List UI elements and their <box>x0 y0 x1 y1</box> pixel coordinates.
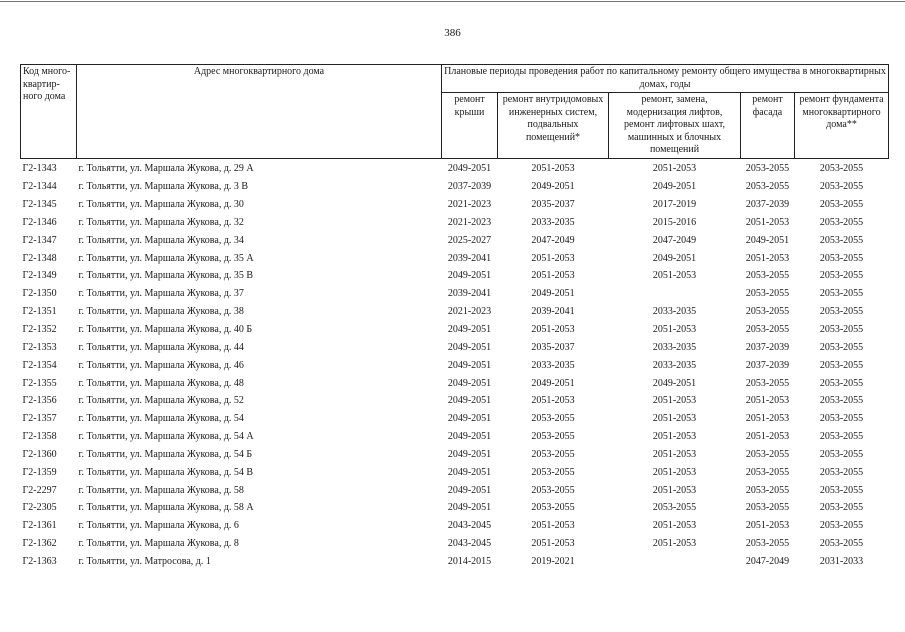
cell-facade: 2047-2049 <box>745 555 790 567</box>
page-number: 386 <box>444 27 461 39</box>
cell-elevators: 2053-2055 <box>652 502 697 514</box>
table-row <box>21 214 889 232</box>
cell-foundation: 2031-2033 <box>819 555 864 567</box>
cell-foundation: 2053-2055 <box>819 502 864 514</box>
cell-address: г. Тольятти, ул. Маршала Жукова, д. 54 <box>78 413 244 425</box>
cell-roof: 2049-2051 <box>447 448 492 460</box>
cell-code: Г2-1344 <box>22 181 57 193</box>
cell-foundation: 2053-2055 <box>819 466 864 478</box>
cell-code: Г2-1362 <box>22 538 57 550</box>
header-facade: ремонт фасада <box>741 93 795 159</box>
header-foundation: ремонт фундамента многоквартирного дома** <box>795 93 889 159</box>
cell-facade: 2053-2055 <box>745 538 790 550</box>
cell-facade: 2053-2055 <box>745 163 790 175</box>
cell-facade: 2051-2053 <box>745 413 790 425</box>
table-row <box>21 374 889 392</box>
cell-elevators: 2049-2051 <box>652 377 697 389</box>
header-code: Код много-квартир-ного дома <box>21 65 77 159</box>
cell-engineering: 2053-2055 <box>531 466 575 478</box>
cell-roof: 2043-2045 <box>447 538 492 550</box>
cell-facade: 2037-2039 <box>745 199 790 211</box>
cell-address: г. Тольятти, ул. Маршала Жукова, д. 54 В <box>78 466 254 478</box>
table-row <box>21 196 889 214</box>
cell-roof: 2049-2051 <box>447 413 492 425</box>
cell-foundation: 2053-2055 <box>819 520 864 532</box>
cell-engineering: 2053-2055 <box>531 448 575 460</box>
cell-elevators: 2051-2053 <box>652 395 697 407</box>
cell-foundation: 2053-2055 <box>819 163 864 175</box>
cell-engineering: 2053-2055 <box>531 413 575 425</box>
cell-foundation: 2053-2055 <box>819 413 864 425</box>
cell-engineering: 2051-2053 <box>531 252 575 264</box>
cell-facade: 2053-2055 <box>745 484 790 496</box>
cell-elevators: 2051-2053 <box>652 520 697 532</box>
table-row <box>21 410 889 428</box>
cell-facade: 2053-2055 <box>745 377 790 389</box>
top-rule <box>0 1 905 2</box>
cell-facade: 2051-2053 <box>745 431 790 443</box>
cell-code: Г2-1356 <box>22 395 57 407</box>
header-elevators: ремонт, замена, модернизация лифтов, ремонт лифтовых шахт, машинных и блочных помещений <box>609 93 741 159</box>
cell-code: Г2-1361 <box>22 520 57 532</box>
cell-address: г. Тольятти, ул. Маршала Жукова, д. 30 <box>78 199 244 211</box>
cell-facade: 2053-2055 <box>745 306 790 318</box>
cell-engineering: 2051-2053 <box>531 395 575 407</box>
cell-elevators: 2017-2019 <box>652 199 697 211</box>
table-row <box>21 428 889 446</box>
cell-engineering: 2049-2051 <box>531 181 575 193</box>
cell-foundation: 2053-2055 <box>819 216 864 228</box>
cell-roof: 2049-2051 <box>447 359 492 371</box>
cell-code: Г2-1360 <box>22 448 57 460</box>
table-row <box>21 178 889 196</box>
cell-address: г. Тольятти, ул. Маршала Жукова, д. 32 <box>78 216 244 228</box>
cell-code: Г2-1348 <box>22 252 57 264</box>
cell-address: г. Тольятти, ул. Маршала Жукова, д. 52 <box>78 395 244 407</box>
cell-roof: 2021-2023 <box>447 216 492 228</box>
cell-elevators: 2049-2051 <box>652 181 697 193</box>
cell-code: Г2-1352 <box>22 324 57 336</box>
cell-roof: 2049-2051 <box>447 270 492 282</box>
cell-roof: 2049-2051 <box>447 163 492 175</box>
table-row <box>21 249 889 267</box>
cell-address: г. Тольятти, ул. Матросова, д. 1 <box>78 555 211 567</box>
cell-code: Г2-2305 <box>22 502 57 514</box>
cell-engineering: 2051-2053 <box>531 270 575 282</box>
cell-code: Г2-2297 <box>22 484 57 496</box>
cell-elevators: 2051-2053 <box>652 324 697 336</box>
cell-facade: 2037-2039 <box>745 359 790 371</box>
cell-facade: 2051-2053 <box>745 395 790 407</box>
cell-roof: 2039-2041 <box>447 288 492 300</box>
cell-engineering: 2033-2035 <box>531 216 575 228</box>
cell-address: г. Тольятти, ул. Маршала Жукова, д. 3 В <box>78 181 249 193</box>
table-row <box>21 481 889 499</box>
table-row <box>21 392 889 410</box>
cell-roof: 2049-2051 <box>447 341 492 353</box>
cell-roof: 2049-2051 <box>447 484 492 496</box>
cell-engineering: 2019-2021 <box>531 555 575 567</box>
cell-foundation: 2053-2055 <box>819 234 864 246</box>
cell-address: г. Тольятти, ул. Маршала Жукова, д. 58 А <box>78 502 254 514</box>
table-row <box>21 553 889 571</box>
cell-elevators: 2033-2035 <box>652 306 697 318</box>
table-row <box>21 321 889 339</box>
table-row <box>21 517 889 535</box>
cell-foundation: 2053-2055 <box>819 252 864 264</box>
cell-engineering: 2035-2037 <box>531 199 575 211</box>
cell-facade: 2053-2055 <box>745 502 790 514</box>
table-row <box>21 231 889 249</box>
cell-code: Г2-1343 <box>22 163 57 175</box>
cell-elevators: 2049-2051 <box>652 252 697 264</box>
table-row <box>21 356 889 374</box>
cell-foundation: 2053-2055 <box>819 181 864 193</box>
cell-roof: 2043-2045 <box>447 520 492 532</box>
cell-facade: 2051-2053 <box>745 252 790 264</box>
cell-code: Г2-1357 <box>22 413 57 425</box>
cell-roof: 2037-2039 <box>447 181 492 193</box>
cell-code: Г2-1350 <box>22 288 57 300</box>
cell-roof: 2049-2051 <box>447 431 492 443</box>
cell-address: г. Тольятти, ул. Маршала Жукова, д. 8 <box>78 538 239 550</box>
cell-elevators: 2033-2035 <box>652 359 697 371</box>
cell-foundation: 2053-2055 <box>819 395 864 407</box>
cell-engineering: 2051-2053 <box>531 324 575 336</box>
cell-engineering: 2047-2049 <box>531 234 575 246</box>
table-row <box>21 338 889 356</box>
cell-code: Г2-1353 <box>22 341 57 353</box>
cell-code: Г2-1346 <box>22 216 57 228</box>
cell-address: г. Тольятти, ул. Маршала Жукова, д. 46 <box>78 359 244 371</box>
cell-engineering: 2051-2053 <box>531 538 575 550</box>
cell-foundation: 2053-2055 <box>819 288 864 300</box>
cell-foundation: 2053-2055 <box>819 538 864 550</box>
cell-address: г. Тольятти, ул. Маршала Жукова, д. 58 <box>78 484 244 496</box>
cell-facade: 2053-2055 <box>745 448 790 460</box>
cell-roof: 2049-2051 <box>447 377 492 389</box>
cell-address: г. Тольятти, ул. Маршала Жукова, д. 35 В <box>78 270 254 282</box>
cell-roof: 2049-2051 <box>447 395 492 407</box>
cell-elevators: 2051-2053 <box>652 484 697 496</box>
table-row <box>21 446 889 464</box>
cell-foundation: 2053-2055 <box>819 341 864 353</box>
repair-schedule-table <box>20 64 889 570</box>
cell-roof: 2021-2023 <box>447 306 492 318</box>
cell-facade: 2051-2053 <box>745 520 790 532</box>
header-engineering: ремонт внутридомовых инженерных систем, подвальных помещений* <box>498 93 609 159</box>
table-row <box>21 535 889 553</box>
cell-facade: 2053-2055 <box>745 288 790 300</box>
cell-code: Г2-1359 <box>22 466 57 478</box>
table-row <box>21 303 889 321</box>
cell-roof: 2049-2051 <box>447 502 492 514</box>
cell-elevators: 2051-2053 <box>652 413 697 425</box>
cell-foundation: 2053-2055 <box>819 324 864 336</box>
cell-facade: 2053-2055 <box>745 324 790 336</box>
cell-elevators: 2051-2053 <box>652 163 697 175</box>
cell-foundation: 2053-2055 <box>819 431 864 443</box>
cell-foundation: 2053-2055 <box>819 377 864 389</box>
cell-engineering: 2051-2053 <box>531 163 575 175</box>
cell-code: Г2-1358 <box>22 431 57 443</box>
cell-engineering: 2033-2035 <box>531 359 575 371</box>
header-roof: ремонт крыши <box>442 93 498 159</box>
cell-address: г. Тольятти, ул. Маршала Жукова, д. 54 А <box>78 431 254 443</box>
cell-address: г. Тольятти, ул. Маршала Жукова, д. 40 Б <box>78 324 253 336</box>
cell-engineering: 2053-2055 <box>531 431 575 443</box>
cell-code: Г2-1347 <box>22 234 57 246</box>
cell-foundation: 2053-2055 <box>819 448 864 460</box>
table-row <box>21 499 889 517</box>
cell-elevators: 2015-2016 <box>652 216 697 228</box>
cell-foundation: 2053-2055 <box>819 306 864 318</box>
cell-facade: 2053-2055 <box>745 466 790 478</box>
cell-engineering: 2049-2051 <box>531 377 575 389</box>
cell-address: г. Тольятти, ул. Маршала Жукова, д. 34 <box>78 234 244 246</box>
table-row <box>21 285 889 303</box>
cell-elevators: 2051-2053 <box>652 466 697 478</box>
cell-roof: 2021-2023 <box>447 199 492 211</box>
cell-engineering: 2053-2055 <box>531 502 575 514</box>
cell-foundation: 2053-2055 <box>819 270 864 282</box>
cell-address: г. Тольятти, ул. Маршала Жукова, д. 44 <box>78 341 244 353</box>
cell-foundation: 2053-2055 <box>819 359 864 371</box>
cell-elevators: 2051-2053 <box>652 448 697 460</box>
cell-elevators <box>609 285 741 303</box>
table-row <box>21 159 889 178</box>
cell-address: г. Тольятти, ул. Маршала Жукова, д. 54 Б <box>78 448 253 460</box>
cell-address: г. Тольятти, ул. Маршала Жукова, д. 48 <box>78 377 244 389</box>
header-periods: Плановые периоды проведения работ по капитальному ремонту общего имущества в многоквартирных домах, годы <box>442 65 889 93</box>
cell-engineering: 2053-2055 <box>531 484 575 496</box>
cell-foundation: 2053-2055 <box>819 484 864 496</box>
table-body <box>21 159 889 571</box>
cell-facade: 2037-2039 <box>745 341 790 353</box>
cell-roof: 2039-2041 <box>447 252 492 264</box>
cell-code: Г2-1349 <box>22 270 57 282</box>
cell-engineering: 2049-2051 <box>531 288 575 300</box>
cell-facade: 2051-2053 <box>745 216 790 228</box>
cell-engineering: 2039-2041 <box>531 306 575 318</box>
table-row <box>21 267 889 285</box>
header-address: Адрес многоквартирного дома <box>77 65 442 159</box>
cell-code: Г2-1351 <box>22 306 57 318</box>
cell-foundation: 2053-2055 <box>819 199 864 211</box>
cell-address: г. Тольятти, ул. Маршала Жукова, д. 37 <box>78 288 244 300</box>
cell-engineering: 2035-2037 <box>531 341 575 353</box>
cell-facade: 2049-2051 <box>745 234 790 246</box>
cell-elevators <box>609 553 741 571</box>
cell-code: Г2-1363 <box>22 555 57 567</box>
cell-facade: 2053-2055 <box>745 270 790 282</box>
cell-address: г. Тольятти, ул. Маршала Жукова, д. 35 А <box>78 252 254 264</box>
cell-elevators: 2047-2049 <box>652 234 697 246</box>
cell-elevators: 2051-2053 <box>652 538 697 550</box>
cell-code: Г2-1354 <box>22 359 57 371</box>
cell-roof: 2014-2015 <box>447 555 492 567</box>
cell-roof: 2049-2051 <box>447 324 492 336</box>
cell-address: г. Тольятти, ул. Маршала Жукова, д. 6 <box>78 520 239 532</box>
cell-roof: 2049-2051 <box>447 466 492 478</box>
cell-address: г. Тольятти, ул. Маршала Жукова, д. 29 А <box>78 163 254 175</box>
cell-roof: 2025-2027 <box>447 234 492 246</box>
cell-elevators: 2033-2035 <box>652 341 697 353</box>
table-row <box>21 463 889 481</box>
cell-elevators: 2051-2053 <box>652 431 697 443</box>
cell-facade: 2053-2055 <box>745 181 790 193</box>
cell-elevators: 2051-2053 <box>652 270 697 282</box>
cell-code: Г2-1345 <box>22 199 57 211</box>
cell-address: г. Тольятти, ул. Маршала Жукова, д. 38 <box>78 306 244 318</box>
cell-engineering: 2051-2053 <box>531 520 575 532</box>
cell-code: Г2-1355 <box>22 377 57 389</box>
